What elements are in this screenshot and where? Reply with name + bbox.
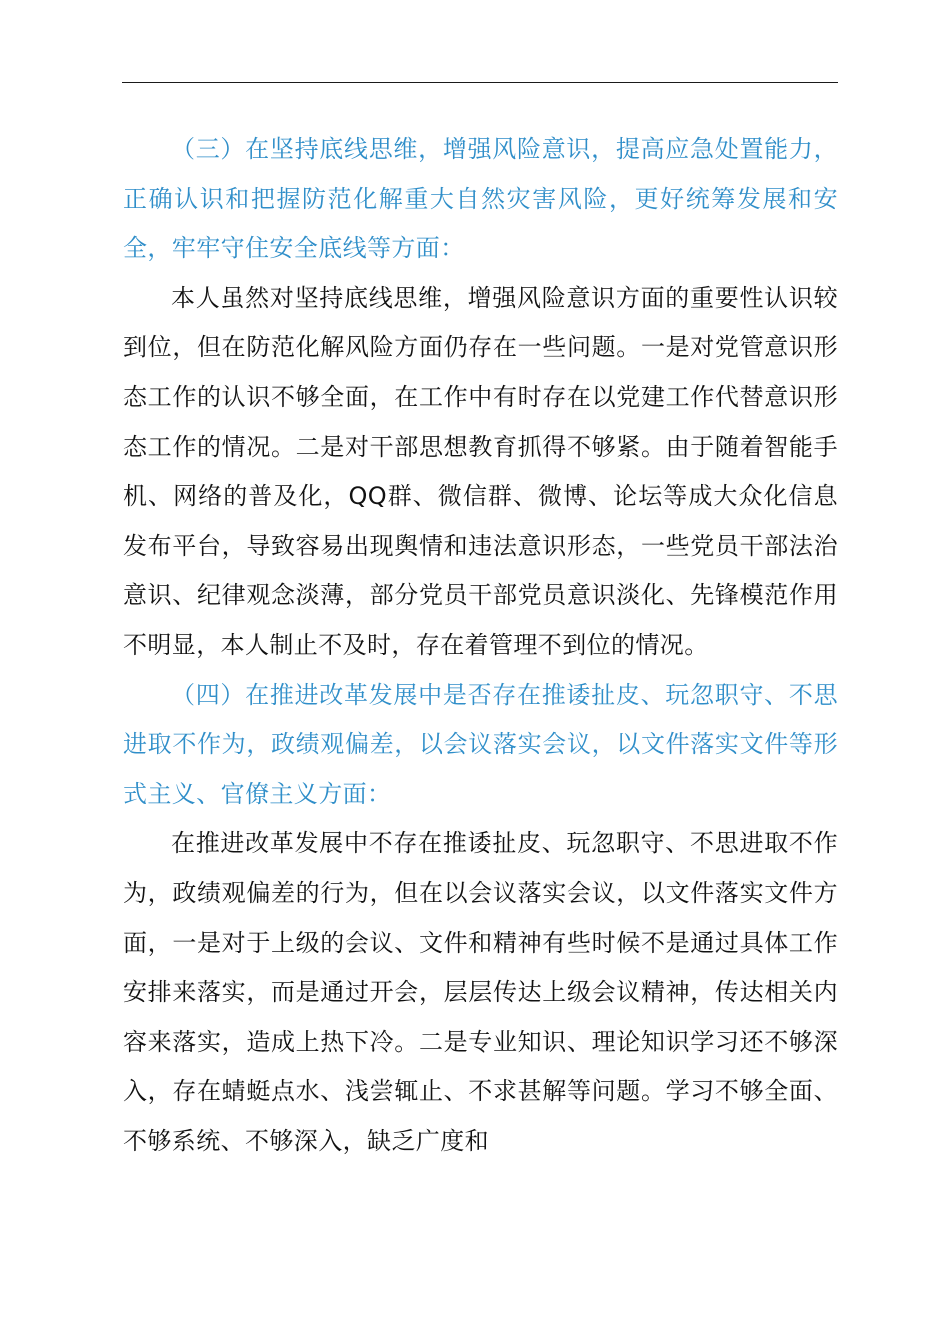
header-rule	[122, 82, 838, 83]
section-body-4: 在推进改革发展中不存在推诿扯皮、玩忽职守、不思进取不作为，政绩观偏差的行为，但在以会议落实会议，以文件落实文件方面，一是对于上级的会议、文件和精神有些时候不是通过具体工作安排来落实，而是通过开会，层层传达上级会议精神，传达相关内容来落实，造成上热下冷。二是专业知识、理论知识学习还不够深入，存在蜻蜓点水、浅尝辄止、不求甚解等问题。学习不够全面、不够系统、不够深入，缺乏广度和	[123, 829, 838, 1155]
section-body-3: 本人虽然对坚持底线思维，增强风险意识方面的重要性认识较到位，但在防范化解风险方面仍存在一些问题。一是对党管意识形态工作的认识不够全面，在工作中有时存在以党建工作代替意识形态工作的情况。二是对干部思想教育抓得不够紧。由于随着智能手机、网络的普及化，QQ群、微信群、微博、论坛等成大众化信息发布平台，导致容易出现舆情和违法意识形态，一些党员干部法治意识、纪律观念淡薄，部分党员干部党员意识淡化、先锋模范作用不明显，本人制止不及时，存在着管理不到位的情况。	[123, 283, 838, 659]
document-body	[123, 125, 838, 1166]
section-heading-3: （三）在坚持底线思维，增强风险意识，提高应急处置能力，正确认识和把握防范化解重大自然灾害风险，更好统筹发展和安全，牢牢守住安全底线等方面：	[123, 135, 838, 263]
section-heading-4: （四）在推进改革发展中是否存在推诿扯皮、玩忽职守、不思进取不作为，政绩观偏差，以会议落实会议，以文件落实文件等形式主义、官僚主义方面：	[123, 680, 838, 808]
